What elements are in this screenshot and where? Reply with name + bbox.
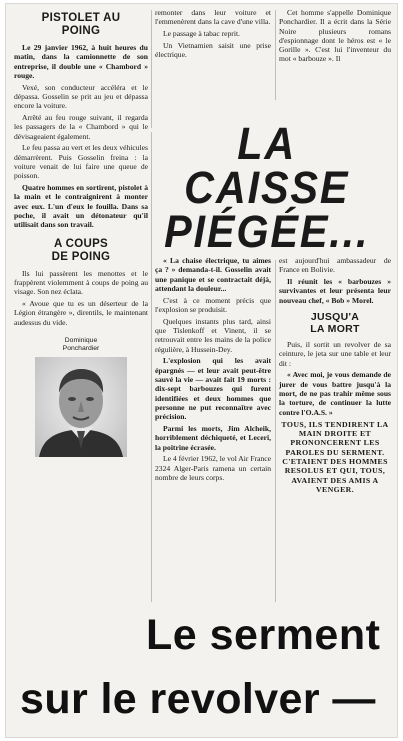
paragraph: « Avec moi, je vous demande de jurer de vous battre jusqu'à la mort, de ne pas trahir même sous la torture, de continuer la lutte contre l'O.A.S. » xyxy=(279,370,391,417)
paragraph: Ils lui passèrent les menottes et le frappèrent violemment à coups de poing au visage. Son nez éclata. xyxy=(14,268,148,297)
paragraph: Le passage à tabac reprit. xyxy=(163,29,240,39)
headline-line-1: LA CAISSE xyxy=(184,118,350,213)
paragraph: Quelques instants plus tard, ainsi que Tislenkoff et Vinent, il se retrouvait entre les mains de la police régulière, à Hussein-Dey. xyxy=(155,316,271,354)
headline-line-2: PIÉGÉE... xyxy=(164,206,370,257)
headline-le-serment-line-2: sur le revolver — xyxy=(20,675,376,723)
paragraph: Le feu passa au vert et les deux véhicules démarrèrent. Puis Gosselin freina : la voiture venait de lui faire une queue de poisson. xyxy=(14,143,148,181)
paragraph: Le 29 janvier 1962, à huit heures du matin, dans la camionnette de son entreprise, il double une « Chambord » rouge. xyxy=(14,43,148,80)
paragraph: Cet homme s'appelle Dominique Ponchardier. Il a écrit dans la Série Noire plusieurs romans d'espionnage dont le héros est « le Gorille ». C'est lui l'inventeur du mot « barbouze ». Il xyxy=(279,8,391,64)
column-rule xyxy=(275,260,276,602)
newspaper-clipping xyxy=(6,4,397,737)
paragraph: Parmi les morts, Jim Alcheik, horriblement déchiqueté, et Leceri, la poitrine écrasée. xyxy=(155,424,271,452)
column-rule xyxy=(275,10,276,100)
paragraph: « Avoue que tu es un déserteur de la Légion étrangère », direntils, le maintenant audessus du vide. xyxy=(14,299,148,327)
photo-caption: Dominique Ponchardier xyxy=(62,336,100,352)
paragraph: Quatre hommes en sortirent, pistolet à la main et le contraignirent à monter avec eux. L'un d'eux le fouilla. Dans sa poche, il avait un détonateur qu'il utilisait dans son travail. xyxy=(14,183,148,230)
heading-jusqua-la-mort: JUSQU'A LA MORT xyxy=(310,310,360,335)
paragraph: L'explosion qui les avait épargnés — et leur avait peut-être sauvé la vie — avait fait 19 morts : dix-sept barbouzes qui furent identifiées et deux hommes que personne ne put reconnaître avec précision. xyxy=(155,356,271,422)
paragraph: Vexé, son conducteur accéléra et le dépassa. Gosselin se prit au jeu et dépassa encore la voiture. xyxy=(14,82,148,111)
paragraph: Le 4 février 1962, le vol Air France 2324 Alger-Paris ramena un certain nombre de leurs corps. xyxy=(155,454,271,483)
paragraph: Il réunit les « barbouzes » survivantes et leur présenta leur nouveau chef, « Bob » Morel. xyxy=(279,277,391,305)
headline-le-serment-line-1: Le serment xyxy=(146,611,381,659)
paragraph: est aujourd'hui ambassadeur de France en Bolivie. xyxy=(279,256,391,275)
oath-text: TOUS, ILS TENDIRENT LA MAIN DROITE ET PRONONCERENT LES PAROLES DU SERMENT. C'ETAIENT DES HOMMES RESOLUS ET QUI, TOUS, AVAIENT DES AMIS A VENGER. xyxy=(281,419,389,494)
headline-la-caisse-piegee xyxy=(160,118,373,257)
paragraph: Arrêté au feu rouge suivant, il regarda les passagers de la « Chambord » qui le dévisageaient également. xyxy=(14,113,148,141)
heading-pistolet-au-poing: PISTOLET AU POING xyxy=(41,12,121,37)
portrait-icon xyxy=(35,357,127,457)
column-3-top xyxy=(279,8,391,66)
column-3 xyxy=(279,256,391,494)
column-1 xyxy=(14,10,148,457)
column-rule xyxy=(151,132,152,602)
portrait-photo xyxy=(35,357,127,457)
column-2-top xyxy=(155,8,271,62)
paragraph: remonter dans leur voiture et l'emmenèrent dans la cave d'une villa. xyxy=(155,8,271,27)
paragraph: C'est à ce moment précis que l'explosion se produisit. xyxy=(155,295,271,314)
column-2 xyxy=(155,256,271,485)
paragraph: « La chaise électrique, tu aimes ça ? » demanda-t-il. Gosselin avait une panique et se contractait déjà, attendant la douleur... xyxy=(155,256,271,293)
paragraph: Puis, il sortit un revolver de sa ceinture, le jeta sur une table et leur dit : xyxy=(279,339,391,368)
column-rule xyxy=(151,10,152,128)
heading-a-coups-de-poing: A COUPS DE POING xyxy=(51,237,111,263)
paragraph: Un Vietnamien saisit une prise électrique. xyxy=(155,40,271,60)
